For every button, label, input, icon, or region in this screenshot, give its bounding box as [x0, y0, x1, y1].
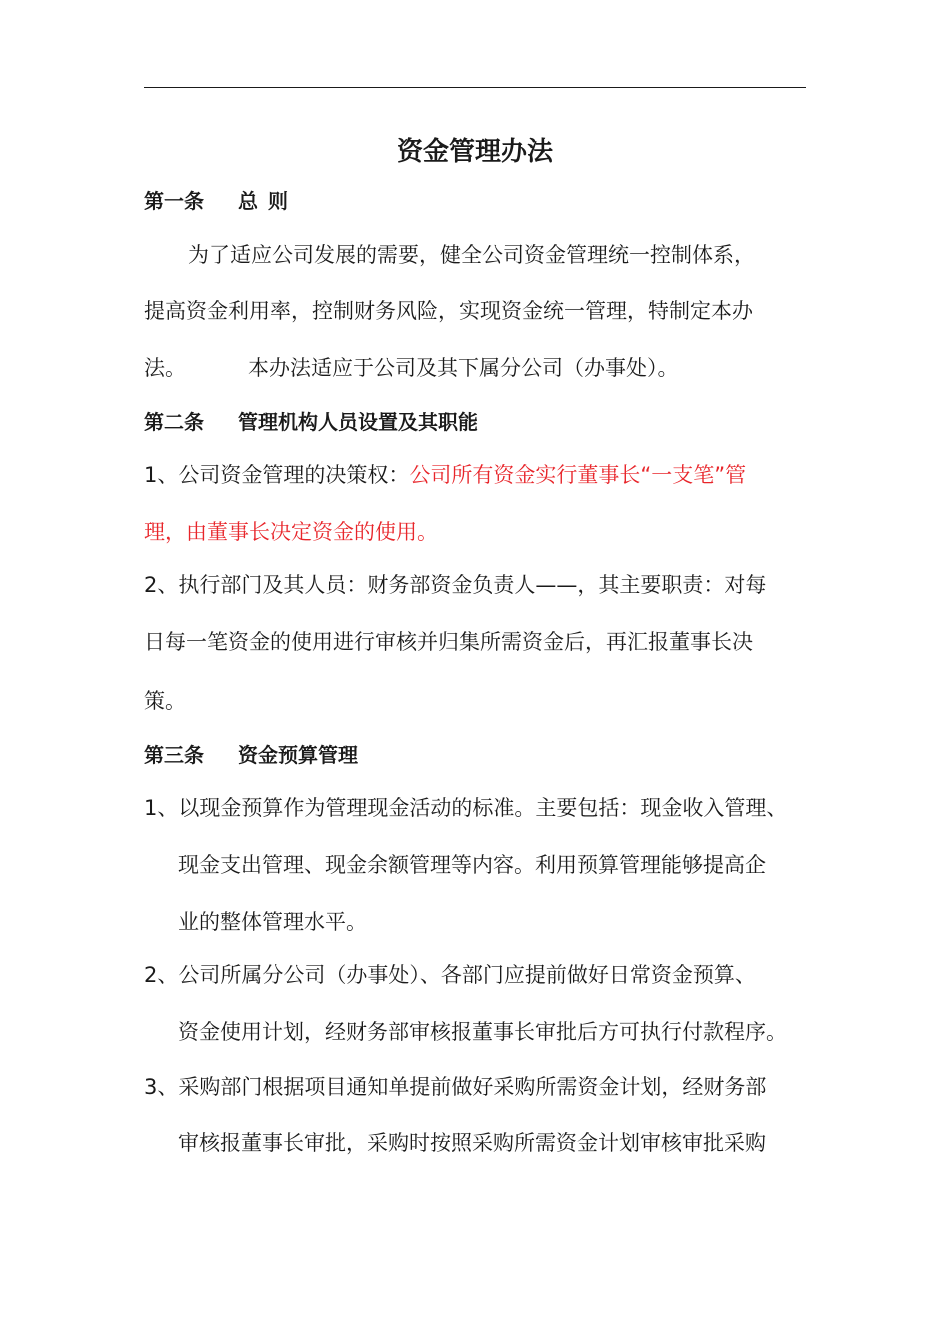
section-2-item-2-line-2: 日每一笔资金的使用进行审核并归集所需资金后，再汇报董事长决: [144, 630, 753, 654]
section-3-article: 第三条: [144, 743, 204, 767]
section-1-name-a: 总: [238, 189, 258, 213]
section-2-item-1-red-2: 理，由董事长决定资金的使用。: [144, 520, 438, 544]
section-3-item-1-line-3: 业的整体管理水平。: [178, 910, 367, 934]
section-1-line-3-b: 本办法适应于公司及其下属分公司（办事处）。: [248, 356, 679, 380]
section-1-article: 第一条: [144, 189, 204, 213]
section-3-item-3-line-2: 审核报董事长审批，采购时按照采购所需资金计划审核审批采购: [178, 1131, 766, 1155]
section-3-heading: [144, 740, 358, 770]
section-2-item-1-prefix: 1、公司资金管理的决策权：: [144, 463, 410, 487]
section-1-line-1: 为了适应公司发展的需要，健全公司资金管理统一控制体系，: [188, 243, 755, 267]
section-2-item-1-line-1: [144, 460, 746, 490]
document-title: 资金管理办法: [396, 137, 553, 167]
section-1-line-2: 提高资金利用率，控制财务风险，实现资金统一管理，特制定本办: [144, 299, 753, 323]
section-3-item-1-line-2: 现金支出管理、现金余额管理等内容。利用预算管理能够提高企: [178, 853, 766, 877]
section-3-item-2-line-2: 资金使用计划，经财务部审核报董事长审批后方可执行付款程序。: [178, 1020, 787, 1044]
section-1-line-3-a: 法。: [144, 356, 186, 380]
section-2-item-2-line-1: 2、执行部门及其人员：财务部资金负责人——，其主要职责：对每: [144, 573, 767, 597]
section-2-item-2-line-3: 策。: [144, 689, 186, 713]
section-3-name: 资金预算管理: [238, 743, 358, 767]
section-1-heading: [144, 186, 288, 216]
section-1-name-b: 则: [268, 189, 288, 213]
section-3-item-2-line-1: 2、公司所属分公司（办事处）、各部门应提前做好日常资金预算、: [144, 963, 756, 987]
section-3-item-1-line-1: 1、以现金预算作为管理现金活动的标准。主要包括：现金收入管理、: [144, 796, 788, 820]
section-2-name: 管理机构人员设置及其职能: [238, 410, 478, 434]
section-2-item-1-red-1: 公司所有资金实行董事长“一支笔”管: [409, 463, 747, 487]
section-3-item-3-line-1: 3、采购部门根据项目通知单提前做好采购所需资金计划，经财务部: [144, 1075, 767, 1099]
section-2-heading: [144, 407, 478, 437]
section-1-line-3: [144, 353, 679, 383]
header-rule: [144, 87, 806, 88]
section-2-article: 第二条: [144, 410, 204, 434]
